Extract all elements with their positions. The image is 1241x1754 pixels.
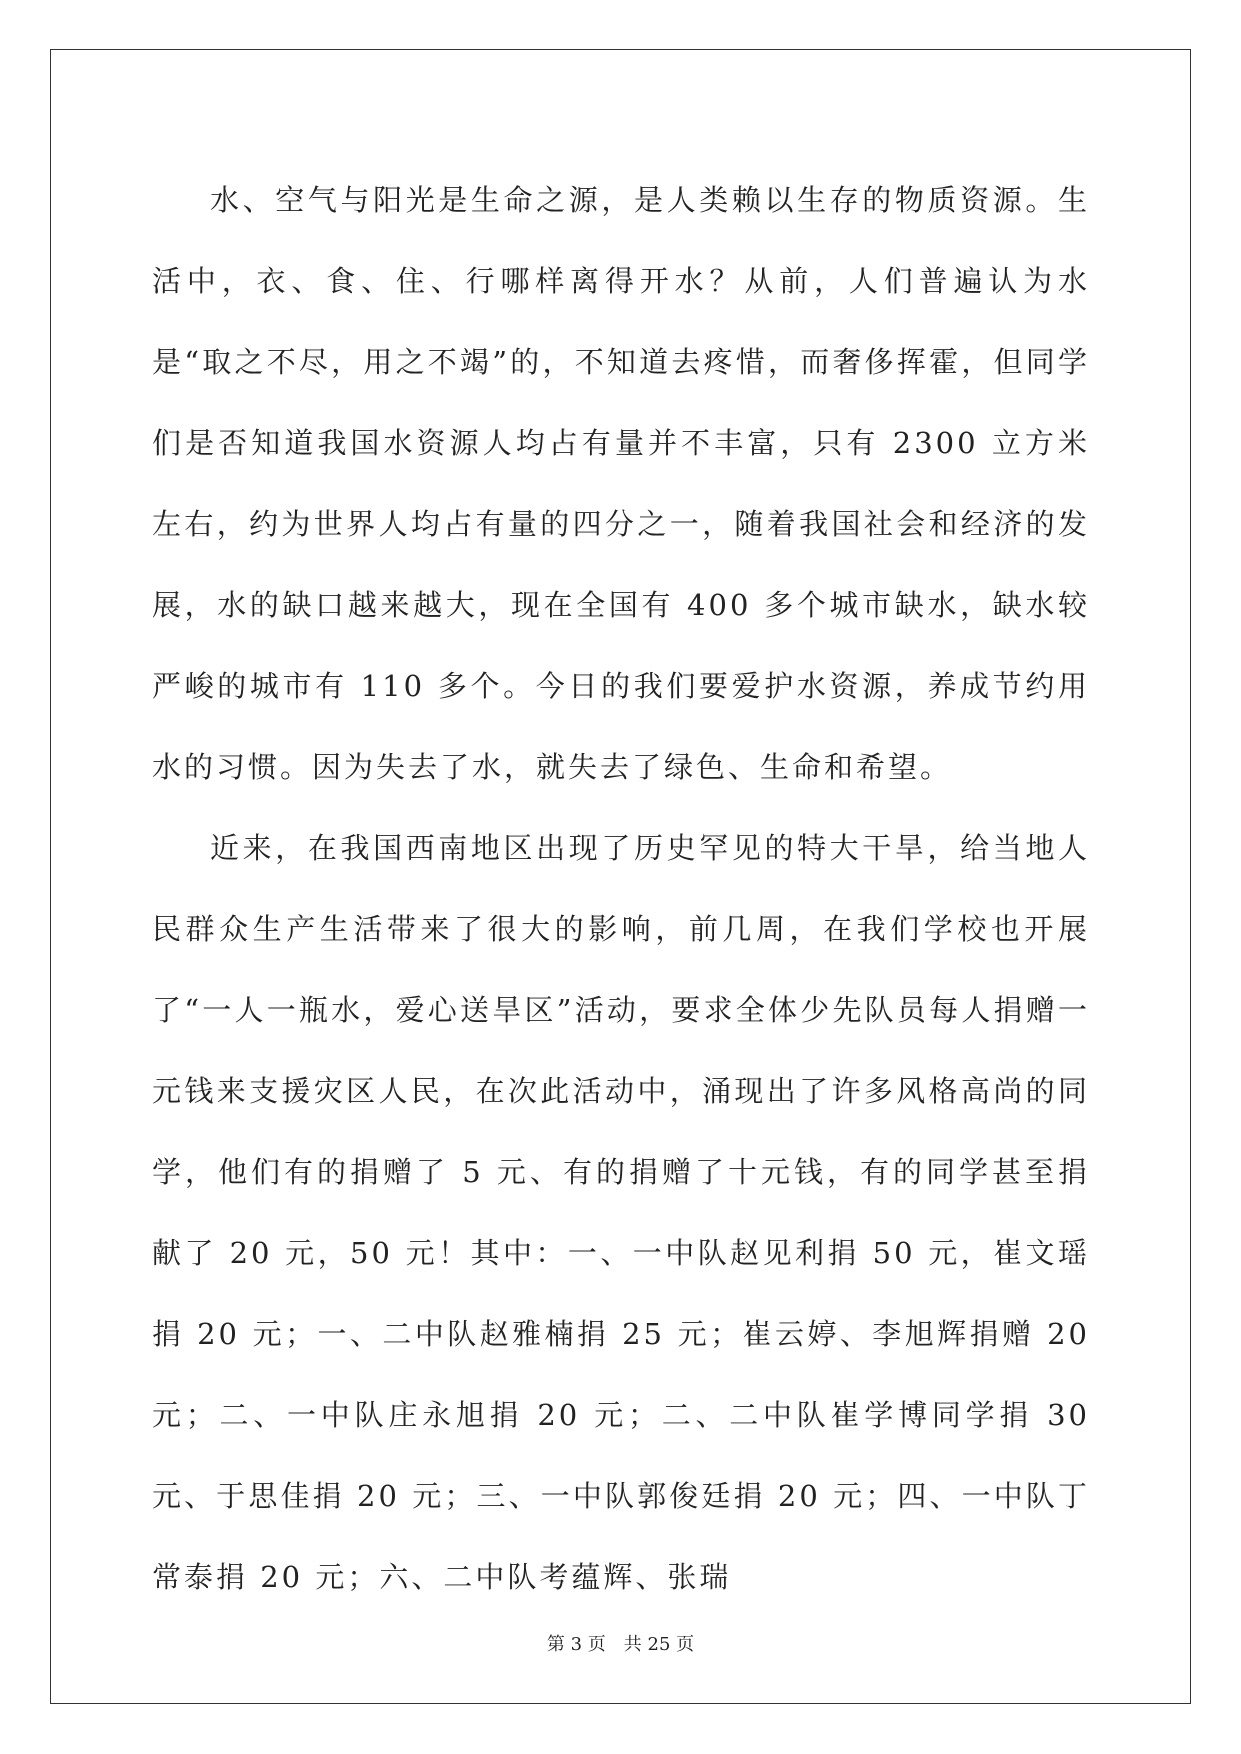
page-number: 第 3 页 [546,1634,606,1655]
page-footer [0,1630,1241,1656]
paragraph-2: 近来，在我国西南地区出现了历史罕见的特大干旱，给当地人民群众生产生活带来了很大的影响，前几周，在我们学校也开展了“一人一瓶水，爱心送旱区”活动，要求全体少先队员每人捐赠一元钱来支援灾区人民，在次此活动中，涌现出了许多风格高尚的同学，他们有的捐赠了 5 元、有的捐赠了十元钱，有的同学甚至捐献了 20 元，50 元！其中：一、一中队赵见利捐 50 元，崔文瑶捐 20 元；一、二中队赵雅楠捐 25 元；崔云婷、李旭辉捐赠 20 元；二、一中队庄永旭捐 20 元；二、二中队崔学博同学捐 30 元、于思佳捐 20 元；三、一中队郭俊廷捐 20 元；四、一中队丁常泰捐 20 元；六、二中队考蕴辉、张瑞 [152,831,1090,1594]
document-body [152,160,1090,1618]
paragraph-1: 水、空气与阳光是生命之源，是人类赖以生存的物质资源。生活中，衣、食、住、行哪样离得开水？从前，人们普遍认为水是“取之不尽，用之不竭”的，不知道去疼惜，而奢侈挥霍，但同学们是否知道我国水资源人均占有量并不丰富，只有 2300 立方米左右，约为世界人均占有量的四分之一，随着我国社会和经济的发展，水的缺口越来越大，现在全国有 400 多个城市缺水，缺水较严峻的城市有 110 多个。今日的我们要爱护水资源，养成节约用水的习惯。因为失去了水，就失去了绿色、生命和希望。 [152,183,1090,784]
page-total: 共 25 页 [623,1634,695,1655]
